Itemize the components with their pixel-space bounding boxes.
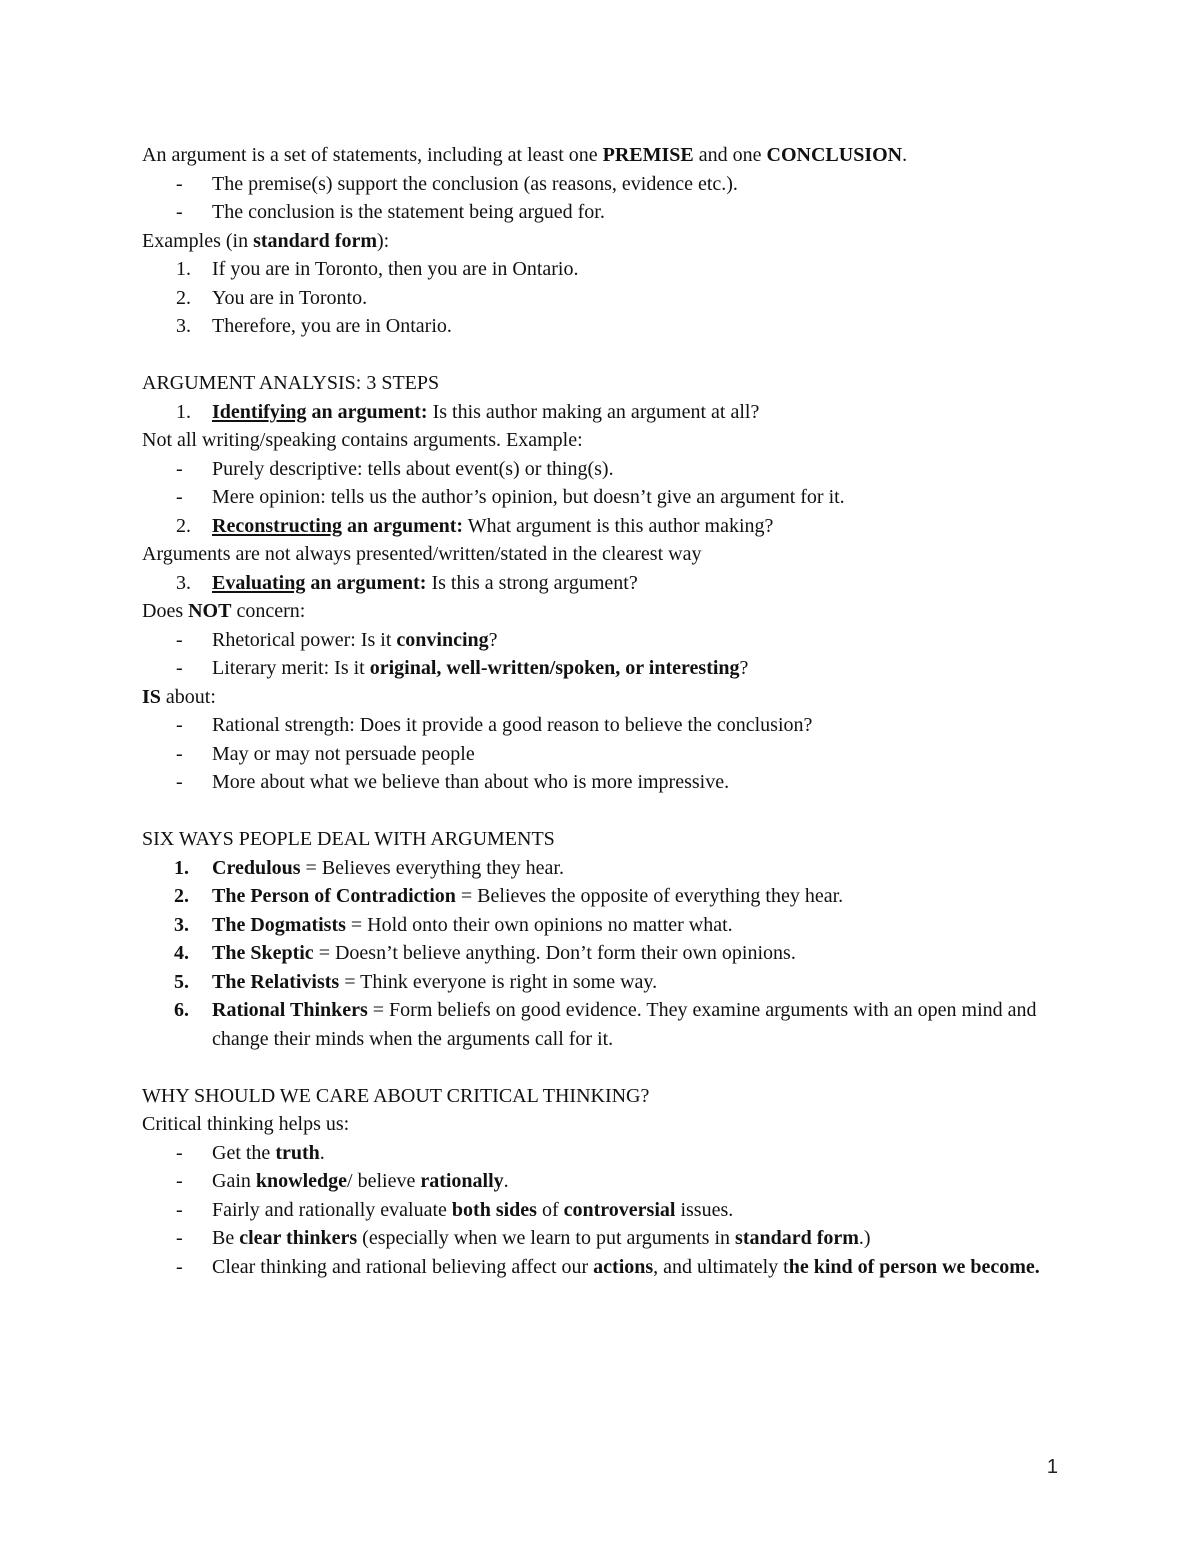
examples-label [142,227,1082,256]
bullet-dash: - [176,172,183,195]
section-heading: WHY SHOULD WE CARE ABOUT CRITICAL THINKING? [142,1084,650,1107]
item-number: 3. [176,315,191,337]
item-text: Gain [212,1170,256,1192]
bullet-dash: - [176,1198,183,1221]
list-item [142,1139,1082,1168]
premise-term: PREMISE [602,144,694,166]
bold-term: convincing [396,628,489,651]
item-text: ? [488,628,498,651]
bold-term: actions [593,1255,654,1278]
bold-term: clear thinkers [239,1227,358,1249]
list-item [142,711,1082,740]
bullet-dash: - [176,1255,183,1278]
list-item [142,768,1082,797]
bullet-dash: - [176,457,183,480]
item-text: Clear thinking and rational believing affect our [212,1255,594,1278]
item-text: Rhetorical power: Is it [212,628,397,651]
example-item [142,312,1082,341]
item-text: The conclusion is the statement being argued for. [212,201,605,223]
way-item [142,968,1082,997]
item-number: 2. [176,514,191,537]
step-item [142,512,1082,541]
list-item [142,654,1082,683]
item-text: Rational strength: Does it provide a good reason to believe the conclusion? [212,714,813,736]
item-text: Therefore, you are in Ontario. [212,315,452,337]
list-item [142,626,1082,655]
step-keyword: Reconstructing [212,514,342,537]
bullet-dash: - [176,1227,183,1249]
way-item [142,882,1082,911]
is-keyword: IS [142,685,161,708]
is-about-label [142,683,1082,712]
bold-term: original, well-written/spoken, or interesting [369,657,740,679]
item-text: .) [858,1227,871,1249]
not-keyword: NOT [188,600,232,622]
way-item [142,911,1082,940]
way-description: = Hold onto their own opinions no matter what. [345,913,733,936]
item-text: More about what we believe than about who is more impressive. [212,771,730,793]
item-number: 3. [176,571,191,594]
bullet-dash: - [176,1170,183,1192]
item-text: The premise(s) support the conclusion (as reasons, evidence etc.). [212,172,738,195]
step-note: Not all writing/speaking contains arguments. Example: [142,429,583,451]
step-item [142,569,1082,598]
step-item [142,398,1082,427]
examples-text: ): [376,229,390,252]
way-name: Credulous [212,856,301,879]
bold-term: truth [275,1141,320,1164]
bullet-dash: - [176,714,183,736]
way-name: Rational Thinkers [212,999,368,1021]
item-number: 1. [174,856,189,879]
bullet-dash: - [176,486,183,508]
bullet-dash: - [176,771,183,793]
bullet-dash: - [176,657,183,679]
intro-text: and one [693,144,767,166]
list-item [142,170,1082,199]
bullet-dash: - [176,1141,183,1164]
why-intro: Critical thinking helps us: [142,1113,350,1135]
item-number: 5. [174,970,189,993]
item-text: Get the [212,1141,276,1164]
spacer [142,341,1082,370]
way-description: = Believes everything they hear. [300,856,564,879]
bold-term: controversial [563,1198,676,1221]
way-description: = Form beliefs on good evidence. They examine arguments with an open mind and change their minds when the arguments call for it. [212,999,1037,1050]
step-keyword: Evaluating [212,571,306,594]
way-item [142,854,1082,883]
list-item [142,1196,1082,1225]
way-name: The Skeptic [212,942,314,964]
item-number: 1. [176,400,191,423]
way-name: The Relativists [212,970,340,993]
example-item [142,284,1082,313]
item-number: 2. [174,885,189,907]
label-text: Does [142,600,189,622]
item-text: of [536,1198,564,1221]
list-item [142,1253,1082,1282]
step-label: an argument: [341,514,464,537]
step-label: an argument: [305,571,427,594]
conclusion-term: CONCLUSION [766,144,903,166]
item-text: May or may not persuade people [212,742,475,765]
label-text: about: [160,685,216,708]
list-item [142,198,1082,227]
bullet-dash: - [176,201,183,223]
document-page [142,141,1082,1281]
example-item [142,255,1082,284]
way-name: The Person of Contradiction [212,885,456,907]
label-text: concern: [231,600,306,622]
page-number: 1 [1046,1456,1058,1478]
item-text: Be [212,1227,240,1249]
step-question: Is this a strong argument? [426,571,638,594]
step-question: What argument is this author making? [463,514,774,537]
way-name: The Dogmatists [212,913,346,936]
item-text: If you are in Toronto, then you are in Ontario. [212,258,579,280]
standard-form-term: standard form [253,229,377,252]
way-item [142,996,1082,1053]
intro-text: . [902,144,908,166]
intro-definition [142,141,1082,170]
item-number: 3. [174,913,189,936]
section-heading: ARGUMENT ANALYSIS: 3 STEPS [142,372,440,394]
list-item [142,1167,1082,1196]
item-text: Purely descriptive: tells about event(s) or thing(s). [212,457,614,480]
item-text: (especially when we learn to put arguments in [357,1227,736,1249]
bold-term: rationally [420,1170,504,1192]
list-item [142,455,1082,484]
item-text: Mere opinion: tells us the author’s opinion, but doesn’t give an argument for it. [212,486,845,508]
item-text: You are in Toronto. [212,286,368,309]
bold-term: standard form [735,1227,859,1249]
item-text: . [319,1141,325,1164]
section-heading: SIX WAYS PEOPLE DEAL WITH ARGUMENTS [142,828,555,850]
bold-term: both sides [451,1198,537,1221]
item-text: issues. [675,1198,734,1221]
not-concern-label [142,597,1082,626]
list-item [142,483,1082,512]
item-text: , and ultimately t [653,1255,789,1278]
bullet-dash: - [176,628,183,651]
list-item [142,1224,1082,1253]
item-number: 4. [174,942,189,964]
intro-text: An argument is a set of statements, including at least one [142,144,603,166]
bold-term: knowledge [255,1170,348,1192]
examples-text: Examples (in [142,229,254,252]
way-description: = Think everyone is right in some way. [339,970,658,993]
item-text: Literary merit: Is it [212,657,370,679]
list-item [142,740,1082,769]
bold-term: he kind of person we become. [788,1255,1040,1278]
way-description: = Believes the opposite of everything they hear. [455,885,844,907]
item-number: 6. [174,999,189,1021]
item-text: . [503,1170,509,1192]
way-item [142,939,1082,968]
step-question: Is this author making an argument at all? [427,400,760,423]
step-label: an argument: [306,400,428,423]
bullet-dash: - [176,742,183,765]
spacer [142,1053,1082,1082]
item-text: / believe [347,1170,421,1192]
step-note: Arguments are not always presented/written/stated in the clearest way [142,543,702,565]
item-text: ? [739,657,749,679]
spacer [142,797,1082,826]
item-text: Fairly and rationally evaluate [212,1198,452,1221]
way-description: = Doesn’t believe anything. Don’t form their own opinions. [313,942,796,964]
item-number: 1. [176,258,191,280]
item-number: 2. [176,286,191,309]
step-keyword: Identifying [212,400,307,423]
